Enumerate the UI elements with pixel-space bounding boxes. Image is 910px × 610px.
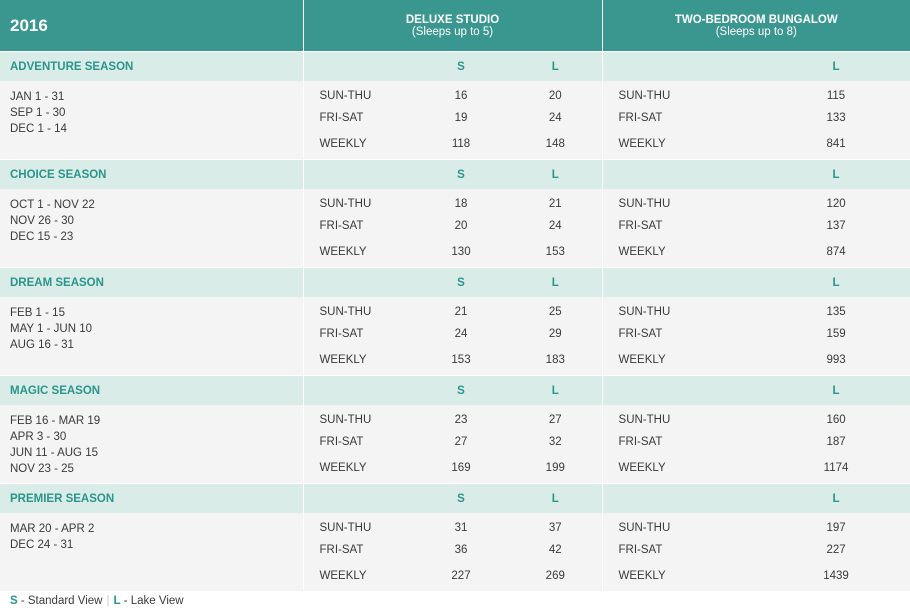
deluxe-standard-points: 130 [413, 238, 509, 268]
col-l-label: L [762, 52, 910, 82]
date-range: DEC 24 - 31 [10, 539, 74, 551]
legend-l-text: - Lake View [120, 595, 184, 607]
date-range: DEC 1 - 14 [10, 123, 67, 135]
season-spacer [602, 484, 762, 514]
bungalow-lake-points: 1174 [762, 454, 910, 484]
season-spacer [602, 160, 762, 190]
bungalow-day-type: SUN-THU [602, 405, 762, 430]
year-label: 2016 [0, 0, 303, 52]
col-s-label: S [413, 268, 509, 298]
col-l-label: L [762, 376, 910, 406]
season-name: CHOICE SEASON [0, 160, 303, 190]
season-spacer [303, 52, 413, 82]
bungalow-lake-points: 159 [762, 322, 910, 346]
date-range: FEB 16 - MAR 19 [10, 415, 101, 427]
deluxe-standard-points: 20 [413, 214, 509, 238]
deluxe-standard-points: 169 [413, 454, 509, 484]
deluxe-standard-points: 27 [413, 430, 509, 454]
season-name: PREMIER SEASON [0, 484, 303, 514]
bungalow-lake-points: 874 [762, 238, 910, 268]
col-l-label: L [509, 484, 602, 514]
table-row [0, 81, 910, 106]
deluxe-standard-points: 31 [413, 513, 509, 538]
legend-separator: | [106, 595, 110, 607]
season-dates [0, 189, 303, 268]
col-s-label: S [413, 376, 509, 406]
date-range: SEP 1 - 30 [10, 107, 66, 119]
deluxe-lake-points: 269 [509, 562, 602, 591]
season-spacer [303, 376, 413, 406]
bungalow-day-type: FRI-SAT [602, 214, 762, 238]
col-l-label: L [509, 52, 602, 82]
deluxe-day-type: SUN-THU [303, 513, 413, 538]
date-range: OCT 1 - NOV 22 [10, 199, 95, 211]
season-spacer [602, 268, 762, 298]
bungalow-day-type: FRI-SAT [602, 430, 762, 454]
bungalow-lake-points: 137 [762, 214, 910, 238]
bungalow-lake-points: 197 [762, 513, 910, 538]
bungalow-capacity: (Sleeps up to 8) [715, 25, 797, 38]
deluxe-studio-header [303, 0, 602, 52]
legend-s-text: - Standard View [17, 595, 103, 607]
season-dates [0, 513, 303, 591]
deluxe-lake-points: 42 [509, 538, 602, 562]
deluxe-standard-points: 36 [413, 538, 509, 562]
col-l-label: L [509, 376, 602, 406]
deluxe-day-type: SUN-THU [303, 189, 413, 214]
bungalow-name: TWO-BEDROOM BUNGALOW [674, 13, 838, 26]
deluxe-standard-points: 23 [413, 405, 509, 430]
table-row [0, 513, 910, 538]
deluxe-lake-points: 199 [509, 454, 602, 484]
bungalow-day-type: FRI-SAT [602, 106, 762, 130]
deluxe-standard-points: 153 [413, 346, 509, 376]
bungalow-day-type: WEEKLY [602, 346, 762, 376]
deluxe-day-type: FRI-SAT [303, 538, 413, 562]
date-range: NOV 26 - 30 [10, 215, 74, 227]
bungalow-lake-points: 1439 [762, 562, 910, 591]
col-l-label: L [509, 268, 602, 298]
date-range: JAN 1 - 31 [10, 91, 65, 103]
view-legend [10, 595, 184, 607]
bungalow-lake-points: 841 [762, 130, 910, 160]
deluxe-day-type: SUN-THU [303, 405, 413, 430]
season-spacer [303, 268, 413, 298]
col-l-label: L [509, 160, 602, 190]
date-range: AUG 16 - 31 [10, 339, 74, 351]
deluxe-day-type: WEEKLY [303, 238, 413, 268]
date-range: FEB 1 - 15 [10, 307, 65, 319]
deluxe-day-type: FRI-SAT [303, 214, 413, 238]
deluxe-day-type: WEEKLY [303, 130, 413, 160]
deluxe-studio-capacity: (Sleeps up to 5) [411, 25, 494, 38]
table-row [0, 405, 910, 430]
bungalow-day-type: WEEKLY [602, 238, 762, 268]
col-l-label: L [762, 268, 910, 298]
bungalow-day-type: SUN-THU [602, 513, 762, 538]
header-row [0, 0, 910, 52]
legend-s-key: S [10, 595, 18, 607]
season-name: DREAM SEASON [0, 268, 303, 298]
season-row [0, 484, 910, 514]
bungalow-day-type: WEEKLY [602, 562, 762, 591]
deluxe-day-type: SUN-THU [303, 81, 413, 106]
bungalow-lake-points: 187 [762, 430, 910, 454]
deluxe-lake-points: 29 [509, 322, 602, 346]
season-spacer [602, 376, 762, 406]
bungalow-lake-points: 120 [762, 189, 910, 214]
col-s-label: S [413, 160, 509, 190]
date-range: APR 3 - 30 [10, 431, 67, 443]
deluxe-lake-points: 183 [509, 346, 602, 376]
bungalow-day-type: SUN-THU [602, 189, 762, 214]
deluxe-day-type: WEEKLY [303, 346, 413, 376]
deluxe-lake-points: 32 [509, 430, 602, 454]
deluxe-day-type: FRI-SAT [303, 430, 413, 454]
bungalow-lake-points: 160 [762, 405, 910, 430]
deluxe-studio-name: DELUXE STUDIO [405, 13, 500, 26]
col-l-label: L [762, 160, 910, 190]
season-spacer [602, 52, 762, 82]
deluxe-lake-points: 148 [509, 130, 602, 160]
col-s-label: S [413, 484, 509, 514]
bungalow-day-type: FRI-SAT [602, 322, 762, 346]
bungalow-day-type: WEEKLY [602, 454, 762, 484]
deluxe-day-type: SUN-THU [303, 297, 413, 322]
date-range: DEC 15 - 23 [10, 231, 74, 243]
deluxe-day-type: WEEKLY [303, 562, 413, 591]
season-row [0, 376, 910, 406]
season-dates [0, 81, 303, 160]
bungalow-lake-points: 135 [762, 297, 910, 322]
date-range: MAR 20 - APR 2 [10, 523, 95, 535]
table-row [0, 297, 910, 322]
season-spacer [303, 160, 413, 190]
deluxe-lake-points: 153 [509, 238, 602, 268]
season-spacer [303, 484, 413, 514]
table-row [0, 189, 910, 214]
col-l-label: L [762, 484, 910, 514]
season-row [0, 52, 910, 82]
deluxe-lake-points: 25 [509, 297, 602, 322]
deluxe-standard-points: 18 [413, 189, 509, 214]
bungalow-day-type: FRI-SAT [602, 538, 762, 562]
deluxe-lake-points: 24 [509, 106, 602, 130]
deluxe-day-type: FRI-SAT [303, 322, 413, 346]
season-row [0, 160, 910, 190]
deluxe-lake-points: 21 [509, 189, 602, 214]
deluxe-standard-points: 16 [413, 81, 509, 106]
deluxe-standard-points: 227 [413, 562, 509, 591]
bungalow-day-type: SUN-THU [602, 81, 762, 106]
season-dates [0, 405, 303, 484]
deluxe-lake-points: 27 [509, 405, 602, 430]
deluxe-day-type: WEEKLY [303, 454, 413, 484]
bungalow-header [602, 0, 910, 52]
bungalow-day-type: SUN-THU [602, 297, 762, 322]
legend-l-key: L [113, 595, 121, 607]
deluxe-standard-points: 19 [413, 106, 509, 130]
bungalow-lake-points: 993 [762, 346, 910, 376]
deluxe-day-type: FRI-SAT [303, 106, 413, 130]
col-s-label: S [413, 52, 509, 82]
season-row [0, 268, 910, 298]
date-range: JUN 11 - AUG 15 [10, 447, 98, 459]
bungalow-lake-points: 227 [762, 538, 910, 562]
deluxe-lake-points: 37 [509, 513, 602, 538]
date-range: NOV 23 - 25 [10, 463, 74, 475]
season-dates [0, 297, 303, 376]
bungalow-lake-points: 133 [762, 106, 910, 130]
deluxe-lake-points: 24 [509, 214, 602, 238]
deluxe-standard-points: 118 [413, 130, 509, 160]
bungalow-lake-points: 115 [762, 81, 910, 106]
deluxe-standard-points: 21 [413, 297, 509, 322]
deluxe-lake-points: 20 [509, 81, 602, 106]
season-name: ADVENTURE SEASON [0, 52, 303, 82]
deluxe-standard-points: 24 [413, 322, 509, 346]
bungalow-day-type: WEEKLY [602, 130, 762, 160]
season-name: MAGIC SEASON [0, 376, 303, 406]
date-range: MAY 1 - JUN 10 [10, 323, 93, 335]
